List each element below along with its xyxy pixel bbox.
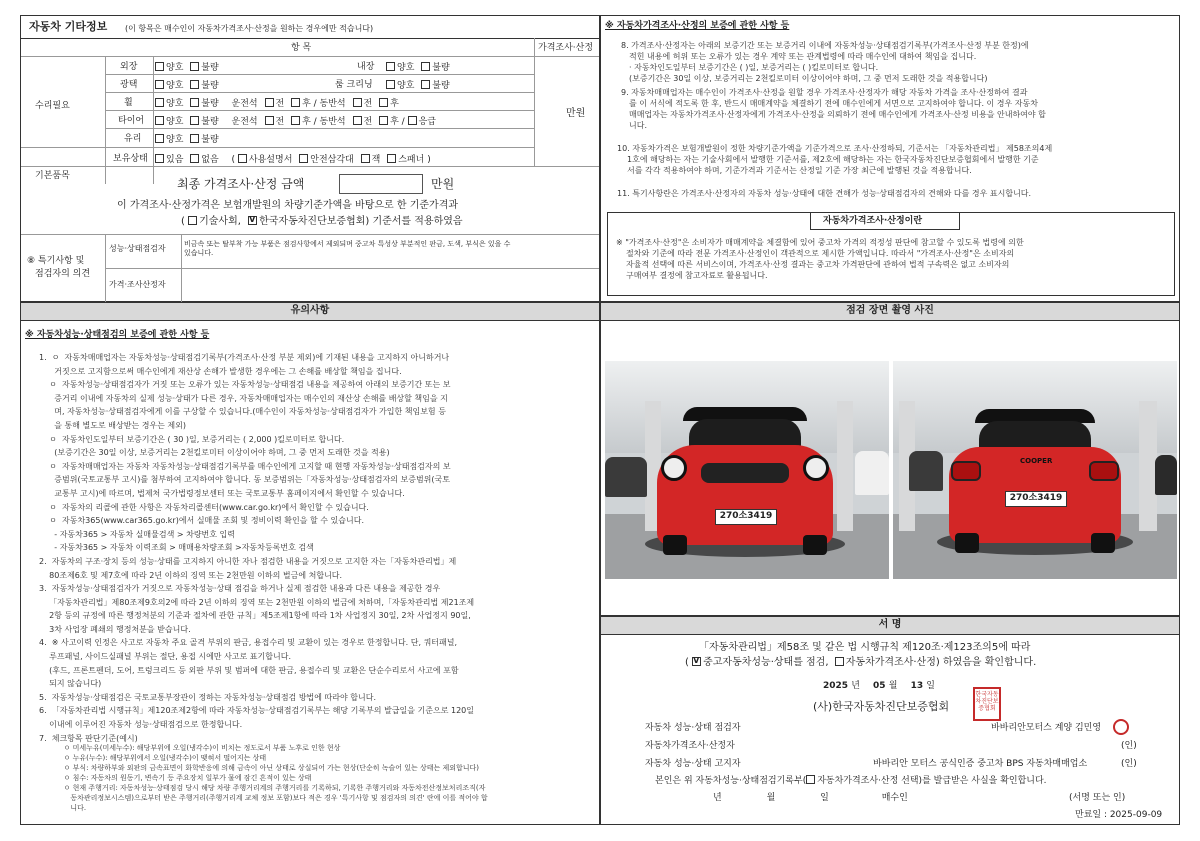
group-repair-label: 수리필요 [35,101,70,111]
notes-line: ㅇ 자동차인도일부터 보증기간은 ( 30 )일, 보증거리는 ( 2,000 )킬로미터로 합니다. [39,434,345,444]
notes-small-line: ㅇ 미세누유(미세누수): 해당부위에 오일(냉각수)이 비치는 정도로서 부품 노후로 인한 현상 [57,744,341,752]
basis-line-2: ( 기술사회, V 한국자동차진단보증협회) 기준서를 적용하였음 [181,216,463,228]
room-clean-good-checkbox[interactable] [386,80,395,89]
label-exterior: 외장 [120,62,138,72]
notes-line: 4. ※ 사고이력 인정은 사고로 자동차 주요 골격 부위의 판금, 용접수리 및 교환이 있는 경우로 한정합니다. 단, 쿼터패널, [39,638,458,648]
exterior-options: 양호 불량 [155,62,219,73]
tire-emergency-checkbox[interactable] [408,116,417,125]
label-room-clean: 룸 크리닝 [335,80,373,90]
notes-line: (후드, 프론트펜더, 도어, 트렁크리드 등 외판 부위 및 범퍼에 대한 판금, 용접수리 및 교환은 단순수리로서 사고에 포함 [39,665,459,675]
price-surveyor-seal-mark: (인) [1121,741,1137,751]
wheel-passenger-rear-checkbox[interactable] [379,98,388,107]
special-label-1: ⑧ 특기사항 및 [27,256,85,266]
photo-bar: 점검 장면 촬영 사진 [601,303,1179,321]
holding-have-checkbox[interactable] [155,154,164,163]
inspector-seal [1113,719,1129,735]
item-9: 9. 자동차매매업자는 매수인이 가격조사·산정을 원할 경우 가격조사·산정자가 해당 자동차 가격을 조사·산정하여 결과 를 이 서식에 적도록 한 후, 반드시 매매계약을 체결하기 전에 매수인에게 서면으로 고지하여야 합니다. 이 경우 자동차 매매업자는 자동차가격조사·산정자에게 가격조사·산정을 의뢰하기 전에 매수인에게 가격조사·산정 비용을 안내하여야 합 니다. [621,88,1046,130]
notes-small-line: ㅇ 부식: 차량하부와 외판의 금속표면이 화학반응에 의해 금속이 아닌 상태로 상실되어 가는 현상(단순히 녹슬어 있는 상태는 제외합니다) [57,764,480,772]
notes-line: 증거리 이내에 자동차의 실제 성능·상태가 다른 경우, 자동차매매업자는 매수인의 재산상 손해를 배상할 책임을 지 [39,393,448,403]
final-price-label: 최종 가격조사·산정 금액 [177,177,305,191]
notes-line: (보증기간은 30일 이상, 보증거리는 2천킬로미터 이상이어야 하며, 그 중 먼저 도래한 것을 적용) [39,448,390,458]
notes-line: 거짓으로 고지함으로써 매수인에게 재산상 손해가 발생한 경우에는 그 손해를 배상할 책임을 집니다. [39,366,402,376]
room-clean-options: 양호 불량 [386,80,450,91]
glass-bad-checkbox[interactable] [190,134,199,143]
notes-line: 80조제6호 및 제7호에 따라 2년 이하의 징역 또는 2천만원 이하의 벌금에 처합니다. [39,570,343,580]
notes-lines [39,351,599,745]
notes-line: 2항 등의 규정에 따른 행정처분의 기준과 절차에 관한 규칙」제5조제1항에 따라 1차 사업정지 30일, 2차 사업정지 90일, [39,611,471,621]
notes-line: 7. 체크항목 판단기준(예시) [39,733,138,743]
tire-good-checkbox[interactable] [155,116,164,125]
notifier-seal-mark: (인) [1121,759,1137,769]
glass-options: 양호 불량 [155,134,219,145]
interior-options: 양호 불량 [386,62,450,73]
photo-section [600,302,1180,616]
notes-heading: ※ 자동차성능·상태점검의 보증에 관한 사항 등 [25,330,210,340]
room-clean-bad-checkbox[interactable] [421,80,430,89]
final-price-unit: 만원 [431,177,455,191]
front-plate: 270소3419 [715,509,777,525]
gloss-bad-checkbox[interactable] [190,80,199,89]
item-10: 10. 자동차가격은 보험개발원이 정한 차량기준가액을 기준가격으로 조사·산정하되, 기준서는 「자동차관리법」 제58조의4제 1호에 해당하는 자는 기술사회에서 발행한 기준서를, 제2호에 해당하는 자는 한국자동차진단보증협회에서 발행한 기준 서를 각각 적용하여야 하며, 기준가격과 기준서는 산정일 기준 가장 최근에 발행된 것을 적용합니다. [617,144,1053,175]
price-survey-checkbox[interactable] [835,657,844,666]
tire-passenger-rear-checkbox[interactable] [379,116,388,125]
notes-small-line: ㅇ 누유(누수): 해당부위에서 오일(냉각수)이 맺혀서 떨어지는 상태 [57,754,267,762]
notes-small-lines [57,743,597,813]
special-perf-text-1: 비금속 또는 탈부착 가능 부품은 점검사항에서 제외되며 중고차 특성상 부분적인 판금, 도색, 부식은 있을 수 [184,240,511,248]
special-price-label: 가격·조사산정자 [109,280,166,289]
price-unit-label: 만원 [566,108,586,119]
gloss-options: 양호 불량 [155,80,219,91]
special-label-2: 점검자의 의견 [35,269,91,279]
price-definition-text: ※ "가격조사·산정"은 소비자가 매매계약을 체결함에 있어 중고차 가격의 적정성 판단에 참고할 수 있도록 법령에 의한 절차와 기준에 따라 전문 가격조사·산정인이 객관적으로 제시한 가액입니다. 따라서 "가격조사·산정"은 소비자의 자율적 선택에 따른 서비스이며, 가격조사·산정 결과는 중고차 가격판단에 관하여 법적 구속력은 없고 소비자의 구매여부 결정에 참고자료로 활용됩니다. [616,238,1024,280]
wheel-passenger-front-checkbox[interactable] [353,98,362,107]
expiry-date: 만료일 : 2025-09-09 [1075,810,1163,820]
price-definition-title: 자동차가격조사·산정이란 [823,216,923,226]
notes-small-line: 동차관리정보시스템)으로부터 받은 주행거리(주행거리계 교체 정보 포함)보다 적은 경우 '특기사항 및 점검자의 의견' 란에 이를 적어야 합 [57,794,488,802]
label-gloss: 광택 [120,80,138,90]
item-8: 8. 가격조사·산정자는 아래의 보증기간 또는 보증거리 이내에 자동차성능·상태점검기록부(가격조사·산정 부분 한정)에 적힌 내용에 허위 또는 오류가 있는 경우 계약 또는 관계법령에 따라 매수인에 대하여 책임을 집니다. · 자동차인도일부터 보증기간은 ( )일, 보증거리는 ( )킬로미터로 합니다. (보증기간은 30일 이상, 보증거리는 2천킬로미터 이상이어야 하며, 그 중 먼저 도래한 것을 적용합니다) [621,41,1029,83]
association-seal: 한국자동차진단보증협회 [973,687,1001,721]
special-perf-label: 성능·상태점검자 [109,244,166,253]
association-name: (사)한국자동차진단보증협회 [813,700,950,713]
inspection-checkbox[interactable] [692,657,701,666]
price-surveyor-label: 자동차가격조사·산정자 [645,741,735,751]
label-glass: 유리 [124,134,142,144]
notes-line: 1. ㅇ 자동차매매업자는 자동차성능·상태점검기록부(가격조사·산정 부분 제외)에 기재된 내용을 고지하지 아니하거나 [39,353,450,362]
notes-line: 3. 자동차성능·상태점검자가 거짓으로 자동차성능·상태 점검을 하거나 실제 점검한 내용과 다른 내용을 제공한 경우 [39,584,441,594]
glass-good-checkbox[interactable] [155,134,164,143]
signature-line-2: ( V중고자동차성능·상태를 점검, 자동차가격조사·산정) 하였음을 확인합니다. [685,657,1036,669]
col-item-header: 항 목 [291,43,312,53]
price-definition-box [607,212,1175,296]
notifier-name: 바바리안 모터스 공식인증 중고차 BPS 자동차매매업소 [873,759,1088,769]
notes-line: 을 통해 별도로 배상받는 경우는 제외) [39,420,187,430]
basis-technician-checkbox[interactable] [188,216,197,225]
extra-info-note: (이 항목은 매수인이 자동차가격조사·산정을 원하는 경우에만 적습니다) [125,24,374,33]
manual-checkbox[interactable] [238,154,247,163]
notes-line: 며, 자동차성능·상태점검자에게 이를 구상할 수 있습니다.(매수인이 자동차성능·상태점검자가 가입한 책임보험 등 [39,407,446,417]
notes-line: 교통부 고시)에 따르며, 법제처 국가법령정보센터 또는 국토교통부 홈페이지에서 확인할 수 있습니다. [39,488,405,498]
receipt-line: 본인은 위 자동차성능·상태점검기록부( 자동차가격조사·산정 선택)를 발급받은 사실을 확인합니다. [655,776,1047,786]
tire-driver-front-checkbox[interactable] [265,116,274,125]
signature-line-1: 「자동차관리법」제58조 및 같은 법 시행규칙 제120조·제123조의5에 따라 [699,642,1031,653]
notes-line: - 자동차365 > 자동차 이력조회 > 매매용차량조회 >자동차등록번호 검색 [39,543,314,553]
notifier-label: 자동차 성능·상태 고지자 [645,759,741,769]
label-tire: 타이어 [118,116,145,126]
rear-photo [893,361,1177,579]
tire-passenger-front-checkbox[interactable] [353,116,362,125]
rear-plate: 270소3419 [1005,491,1067,507]
price-guarantee-section [600,15,1180,302]
basis-line-1: 이 가격조사·산정가격은 보험개발원의 차량기준가액을 바탕으로 한 기준가격과 [117,200,459,211]
rear-badge: COOPER [1020,457,1053,465]
signature-date: 2025 년 05 월 13 일 [823,681,935,691]
notes-line: ㅇ 자동차의 리콜에 관한 사항은 자동차리콜센터(www.car.go.kr)에서 확인할 수 있습니다. [39,502,369,512]
wheel-options: 양호 불량 운전석 전 후 / 동반석 전 후 [155,98,399,109]
notes-line: - 자동차365 > 자동차 실매물검색 > 차량번호 입력 [39,529,235,539]
notes-section [20,302,600,825]
price-guarantee-heading: ※ 자동차가격조사·산정의 보증에 관한 사항 등 [605,21,790,31]
tire-options: 양호 불량 운전석 전 후 / 동반석 전 후 / 응급 [155,116,436,127]
final-price-input[interactable] [339,174,423,194]
signature-bar: 서 명 [601,617,1179,635]
notes-bar: 유의사항 [21,303,599,321]
label-interior: 내장 [357,62,375,72]
interior-good-checkbox[interactable] [386,62,395,71]
buyer-date-line: 년 월 일 매수인 [713,793,908,803]
wheel-driver-front-checkbox[interactable] [265,98,274,107]
wheel-driver-rear-checkbox[interactable] [291,98,300,107]
gloss-good-checkbox[interactable] [155,80,164,89]
notes-line: ㅇ 자동차성능·상태점검자가 거짓 또는 오류가 있는 자동차성능·상태점검 내용을 제공하여 아래의 보증기간 또는 보 [39,380,451,390]
notes-line: ㅇ 자동차매매업자는 자동차 자동차성능·상태점검기록부를 매수인에게 고지할 때 현행 자동차성능·상태점검자의 보 [39,461,451,471]
triangle-checkbox[interactable] [299,154,308,163]
notes-line: 3차 사업장 폐쇄의 행정처분을 받습니다. [39,624,191,634]
wheel-good-checkbox[interactable] [155,98,164,107]
holding-none-checkbox[interactable] [190,154,199,163]
exterior-good-checkbox[interactable] [155,62,164,71]
col-price-header: 가격조사·산정 [538,43,594,53]
special-perf-text-2: 있습니다. [184,249,214,257]
price-definition-title-box [810,212,960,230]
basis-association-checkbox[interactable] [248,216,257,225]
item-11: 11. 특기사항란은 가격조사·산정자의 자동차 성능·상태에 대한 견해가 성능·상태점검자의 견해와 다를 경우 표시합니다. [617,189,1032,198]
holding-options: 있음 없음 ( 사용설명서 안전삼각대 잭 스패너 ) [155,154,431,165]
receipt-price-checkbox[interactable] [806,775,815,784]
label-wheel: 휠 [124,98,133,108]
tire-driver-rear-checkbox[interactable] [291,116,300,125]
buyer-sign-note: (서명 또는 인) [1069,793,1126,803]
notes-line: 「자동차관리법」제80조제9호의2에 따라 2년 이하의 징역 또는 2천만원 이하의 벌금에 처하며,「자동차관리법 제21조제 [39,597,475,607]
notes-line: 5. 자동차성능·상태점검은 국토교통부장관이 정하는 자동차성능·상태점검 방법에 따라야 합니다. [39,692,376,702]
notes-line: 되지 않습니다) [39,679,102,689]
notes-small-line: ㅇ 침수: 자동차의 원동기, 변속기 등 주요장치 일부가 물에 잠긴 흔적이 있는 상태 [57,774,312,782]
jack-checkbox[interactable] [361,154,370,163]
notes-line: 6. 「자동차관리법 시행규칙」제120조제2항에 따라 자동차성능·상태점검기록부는 해당 기록부의 발급일을 기준으로 120일 [39,706,474,716]
inspector-name: 바바리안모터스 계양 김민영 [991,723,1102,733]
notes-line: 이내에 이루어진 자동차 성능·상태점검으로 한정합니다. [39,720,243,730]
label-holding: 보유상태 [113,154,148,164]
notes-small-line: ㅇ 현재 주행거리: 자동차성능·상태점검 당시 해당 차량 주행거리계의 주행거리를 기록하되, 기록한 주행거리와 자동차전산정보처리조직(자 [57,784,486,792]
exterior-bad-checkbox[interactable] [190,62,199,71]
signature-section [600,616,1180,825]
front-photo [605,361,889,579]
notes-line: 2. 자동차의 구조·장치 등의 성능·상태를 고지하지 아니한 자나 점검한 내용을 거짓으로 고지한 자는「자동차관리법」제 [39,556,457,566]
inspector-label: 자동차 성능·상태 점검자 [645,723,741,733]
wheel-bad-checkbox[interactable] [190,98,199,107]
spanner-checkbox[interactable] [387,154,396,163]
tire-bad-checkbox[interactable] [190,116,199,125]
notes-line: ㅇ 자동차365(www.car365.go.kr)에서 실매물 조회 및 정비이력 확인을 할 수 있습니다. [39,516,364,526]
notes-small-line: 니다. [57,804,87,812]
notes-line: 증범위(국토교통부 고시)를 첨부하여 고지하여야 합니다. 동 보증범위는「자동차성능·상태점검자의 보증범위(국토 [39,475,450,485]
interior-bad-checkbox[interactable] [421,62,430,71]
vehicle-extra-info-section [20,15,600,302]
notes-line: 루프패널, 사이드실패널 부위는 절단, 용접 시에만 사고로 표기합니다. [39,652,291,662]
extra-info-title: 자동차 기타정보 [29,20,108,33]
group-basic-label: 기본품목 [35,171,70,181]
